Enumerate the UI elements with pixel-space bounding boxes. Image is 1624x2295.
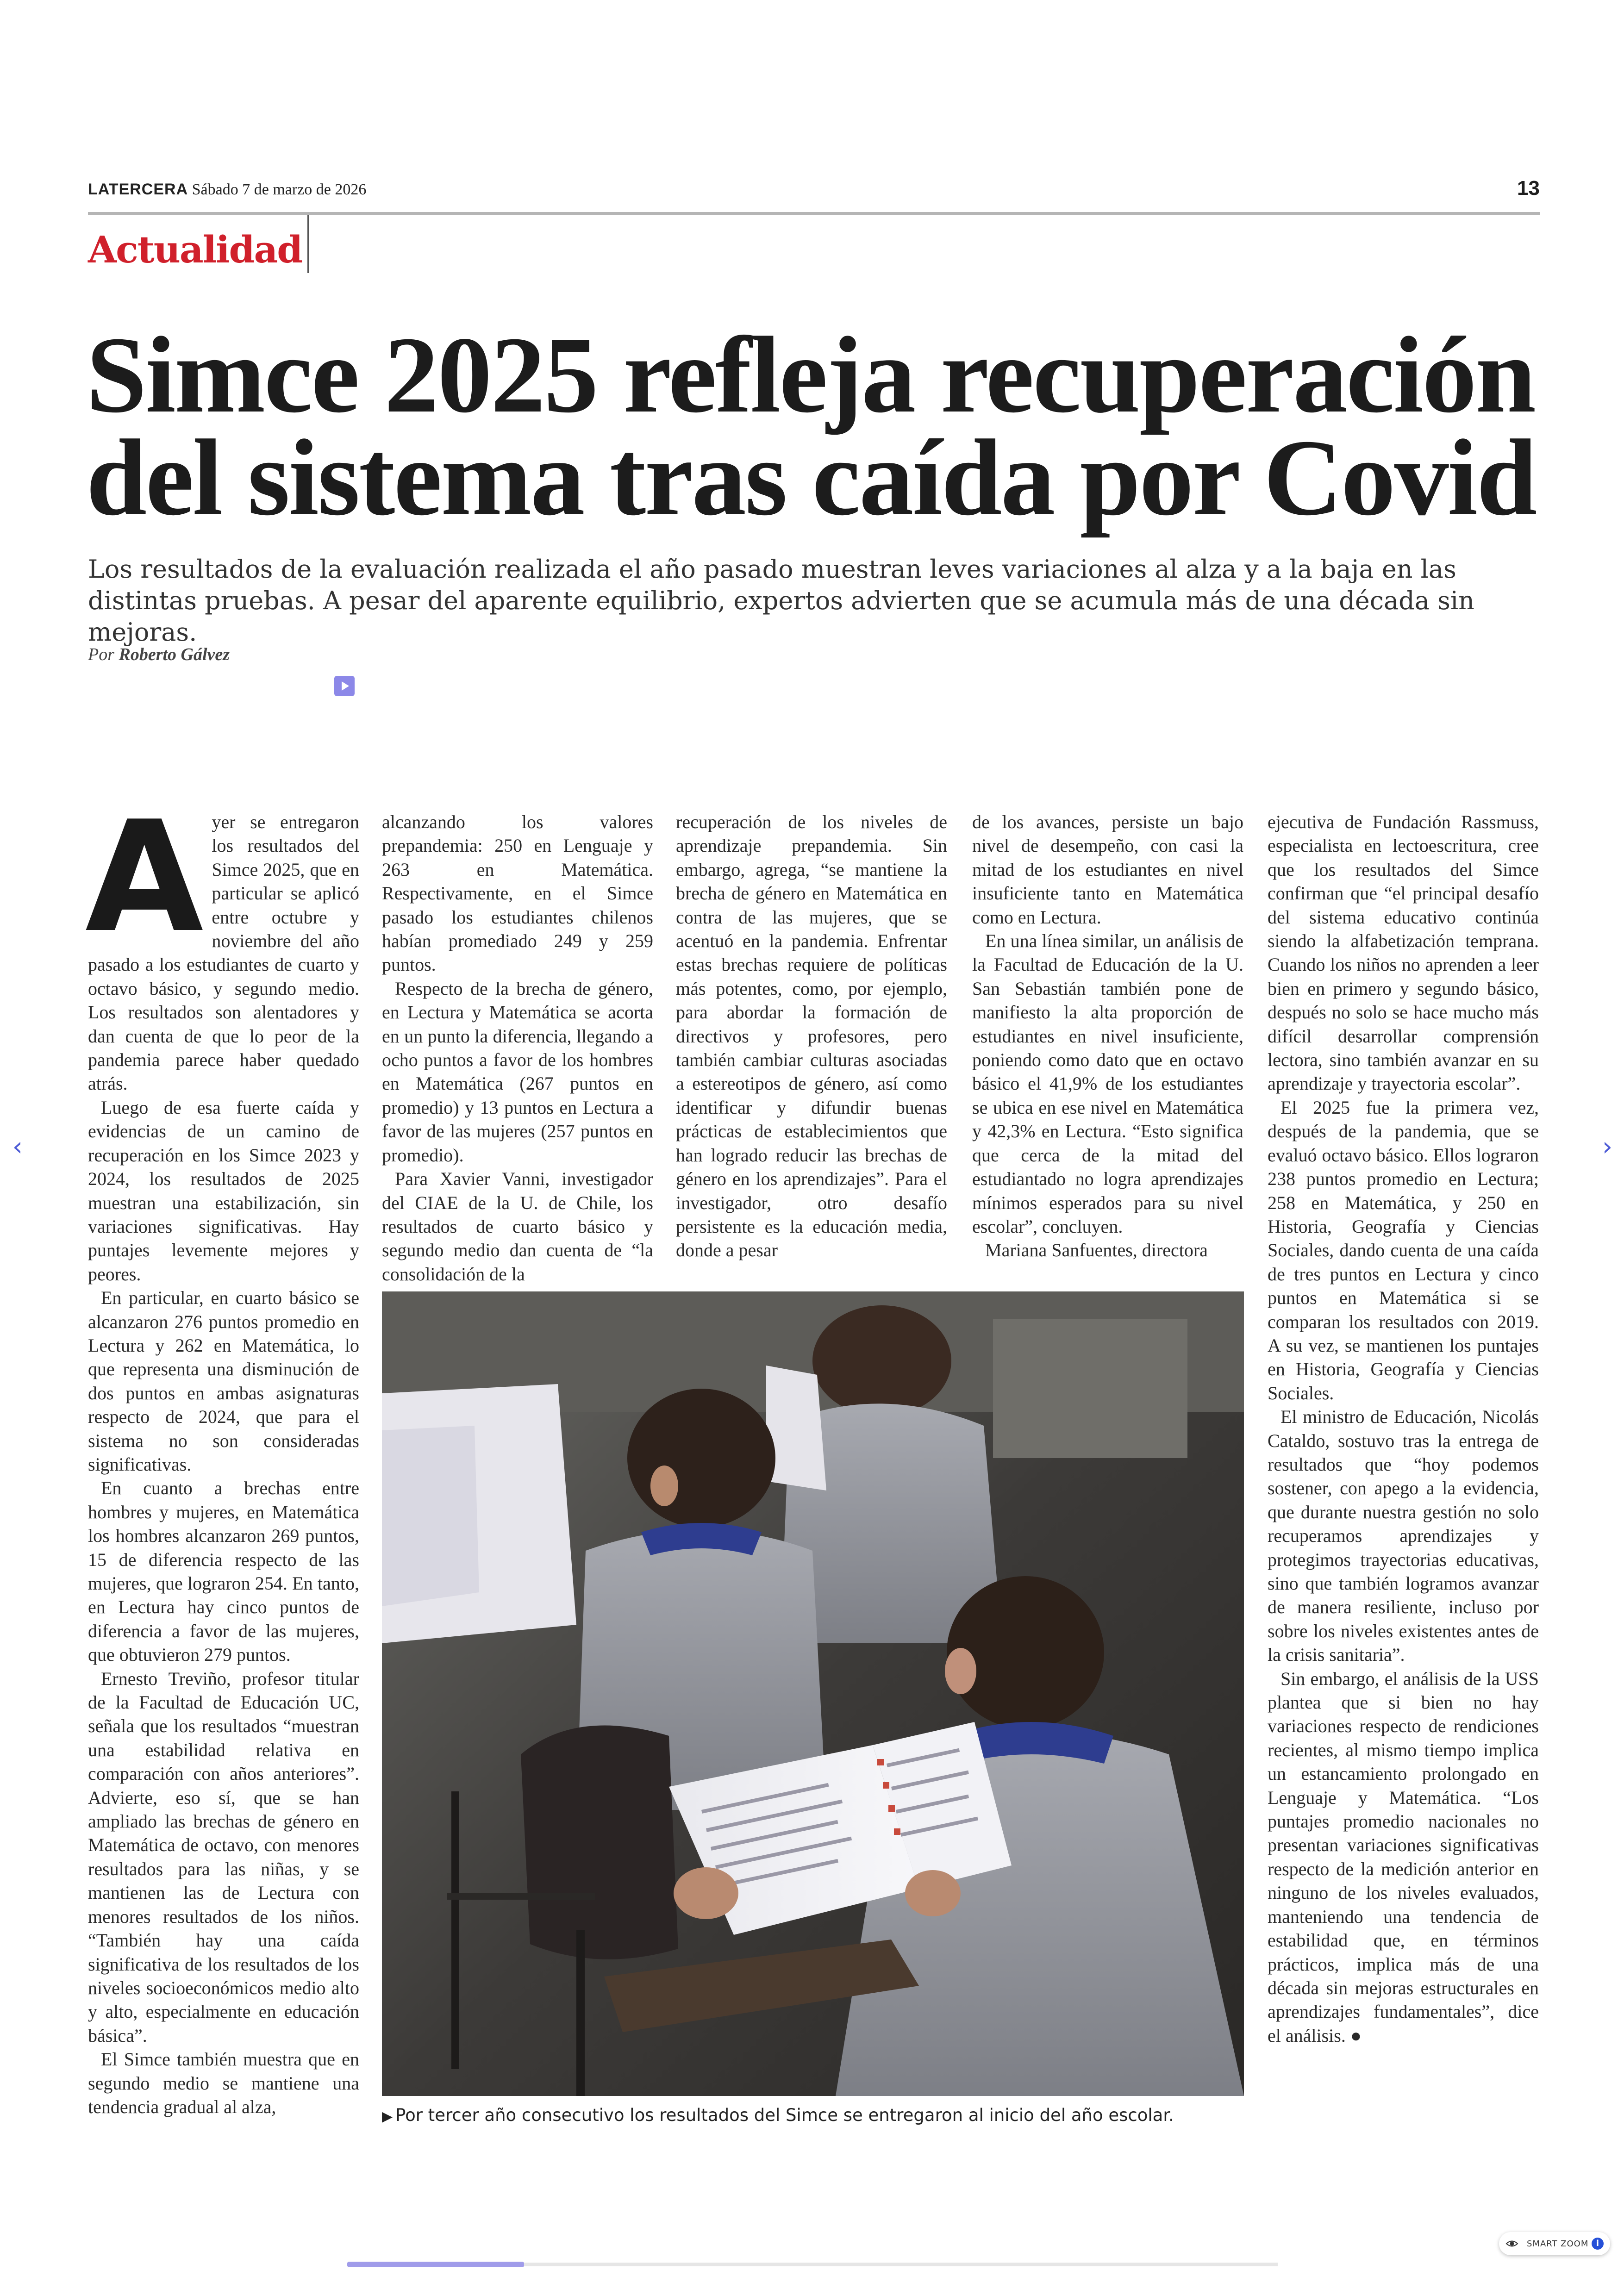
paragraph: Ernesto Treviño, profesor titular de la Facultad de Educación UC, señala que los resultados “muestran una estabilidad relativa en comparación con años anteriores”. Advierte, eso sí, que se han ampliado las brechas de género en Matemática de octavo, con menores resultados para las niñas, y se mantienen las de Lectura con menores resultados de los niños. “También hay una caída significativa de los resultados de los niveles socioeconómicos medio alto y alto, especialmente en educación básica”. — [88, 1668, 359, 2046]
paragraph — [85, 788, 359, 1096]
page-number: 13 — [1517, 177, 1540, 200]
byline — [88, 644, 230, 665]
paragraph: El ministro de Educación, Nicolás Cataldo, sostuvo tras la entrega de resultados que “hoy podemos sostener, con apego a la evidencia, que durante nuestra gestión no solo recuperamos aprendizajes y protegimos trayectorias educativas, sino que también logramos avanzar de manera resiliente, incluso por sobre los niveles existentes antes de la crisis sanitaria”. — [1268, 1406, 1539, 1665]
paragraph-text: yer se entregaron los resultados del Simce 2025, que en particular se aplicó entre octubre y noviembre del año pasado a los estudiantes de cuarto y octavo básico, y segundo medio. Los resultados son alentadores y dan cuenta de que lo peor de la pandemia parece haber quedado atrás. — [88, 811, 359, 1094]
paragraph: Respecto de la brecha de género, en Lectura y Matemática se acorta en un punto la diferencia, llegando a ocho puntos a favor de los hombres en Matemática (267 puntos en promedio) y 13 puntos en Lectura a favor de las mujeres (257 puntos en promedio). — [382, 978, 653, 1166]
article-column-4 — [972, 810, 1243, 1266]
article-column-1 — [85, 788, 359, 2126]
audio-play-icon[interactable] — [334, 676, 355, 696]
section-divider — [307, 215, 309, 273]
paragraph — [1268, 1667, 1539, 2048]
paragraph-text: Sin embargo, el análisis de la USS plantea que si bien no hay variaciones respecto de rendiciones recientes, al mismo tiempo implica un estancamiento prolongado en Lenguaje y Matemática. “Los puntajes promedio nacionales no presentan variaciones significativas respecto de la medición anterior en ninguno de los niveles evaluados, manteniendo una tendencia de estabilidad que, en términos prácticos, implica más de una década sin mejoras estructurales en aprendizajes fundamentales”, dice el análisis. — [1268, 1668, 1539, 2046]
paragraph: En una línea similar, un análisis de la Facultad de Educación de la U. San Sebastián también pone de manifiesto la alta proporción de estudiantes en nivel insuficiente, poniendo como dato que en octavo básico el 41,9% de los estudiantes se ubica en ese nivel en Matemática y 42,3% en Lectura. “Esto significa que cerca de la mitad del estudiantado no logra aprendizajes mínimos esperados para su nivel escolar”, concluyen. — [972, 930, 1243, 1237]
classroom-photo-illustration — [382, 1291, 1244, 2096]
article-column-3 — [676, 810, 947, 1266]
paragraph: alcanzando los valores prepandemia: 250 en Lenguaje y 263 en Matemática. Respectivamente, en el Simce pasado los estudiantes chilenos habían promediado 249 y 259 puntos. — [382, 811, 653, 975]
paragraph: de los avances, persiste un bajo nivel de desempeño, con casi la mitad de los estudiantes en nivel insuficiente tanto en Matemática como en Lectura. — [972, 811, 1243, 928]
page-scrollbar-thumb[interactable] — [347, 2262, 524, 2267]
info-icon[interactable]: i — [1592, 2238, 1604, 2250]
headline-line-1: Simce 2025 refleja recuperación — [86, 315, 1535, 436]
paragraph: Mariana Sanfuentes, directora — [985, 1240, 1208, 1261]
byline-prefix: Por — [88, 645, 114, 664]
photo-caption — [382, 2105, 1262, 2125]
section-label: Actualidad — [88, 228, 302, 271]
dek: Los resultados de la evaluación realizada el año pasado muestran leves variaciones al alza y a la baja en las distintas pruebas. A pesar del aparente equilibrio, expertos advierten que se acumula más de una década sin mejoras. — [88, 555, 1474, 647]
paragraph: Luego de esa fuerte caída y evidencias de un camino de recuperación en los Simce 2023 y 2024, los resultados de 2025 muestran una estabilización, sin variaciones significativas. Hay puntajes levemente mejores y peores. — [88, 1097, 359, 1285]
paragraph: En particular, en cuarto básico se alcanzaron 276 puntos promedio en Lectura y 262 en Matemática, lo que representa una disminución de dos puntos en ambas asignaturas respecto de 2024, que para el sistema no son consideradas significativas. — [88, 1287, 359, 1475]
article-photo — [382, 1291, 1244, 2096]
smart-zoom-label: SMART ZOOM — [1527, 2239, 1589, 2249]
paragraph: recuperación de los niveles de aprendizaje prepandemia. Sin embargo, agrega, “se mantiene la brecha de género en Matemática en contra de las mujeres, que se acentuó en la pandemia. Enfrentar estas brechas requiere de políticas más potentes, como, por ejemplo, para abordar la formación de directivos y profesores, pero también cambiar culturas asociadas a estereotipos de género, así como identificar y difundir buenas prácticas de establecimientos que han logrado reducir las brechas de género en los aprendizajes”. Para el investigador, otro desafío persistente es la educación media, donde a pesar — [676, 811, 947, 1261]
page-header — [88, 177, 1540, 214]
previous-page-arrow-icon[interactable]: ‹ — [12, 1132, 23, 1162]
newspaper-brand: LATERCERA — [88, 181, 188, 198]
article-column-5 — [1268, 810, 1539, 2148]
byline-author: Roberto Gálvez — [119, 645, 230, 664]
article-column-2 — [382, 810, 653, 1285]
smart-zoom-button[interactable] — [1499, 2232, 1610, 2255]
caption-arrow-icon: ▶ — [382, 2108, 393, 2125]
paragraph: El 2025 fue la primera vez, después de la pandemia, que se evaluó octavo básico. Ellos lograron 238 puntos promedio en Lectura; 258 en Matemática, y 250 en Historia, Geografía y Ciencias Sociales, dando cuenta de una caída de tres puntos en Lectura y cinco puntos en Matemática si se comparan los resultados con 2019. A su vez, se mantienen los puntajes en Historia, Geografía y Ciencias Sociales. — [1268, 1097, 1539, 1403]
header-rule — [88, 212, 1540, 215]
eye-icon — [1505, 2238, 1518, 2250]
headline — [86, 315, 1549, 538]
paragraph: El Simce también muestra que en segundo medio se mantiene una tendencia gradual al alza, — [88, 2049, 359, 2117]
end-mark: ● — [1350, 2025, 1362, 2046]
headline-line-2: del sistema tras caída por Covid — [86, 418, 1536, 538]
issue-date: Sábado 7 de marzo de 2026 — [192, 181, 367, 198]
caption-text: Por tercer año consecutivo los resultados del Simce se entregaron al inicio del año escolar. — [395, 2105, 1174, 2125]
paragraph: En cuanto a brechas entre hombres y mujeres, en Matemática los hombres alcanzaron 269 puntos, 15 de diferencia respecto de las mujeres, que lograron 254. En tanto, en Lectura hay cinco puntos de diferencia a favor de las mujeres, que obtuvieron 279 puntos. — [88, 1478, 359, 1665]
next-page-arrow-icon[interactable]: › — [1602, 1132, 1613, 1162]
folio — [88, 181, 366, 199]
paragraph: ejecutiva de Fundación Rassmuss, especialista en lectoescritura, cree que los resultados del Simce confirman que “el principal desafío del sistema educativo continúa siendo la alfabetización temprana. Cuando los niños no aprenden a leer bien en primero y segundo básico, después no solo se hace mucho más difícil desarrollar comprensión lectora, sino también avanzar en su aprendizaje y trayectoria escolar”. — [1268, 811, 1539, 1094]
paragraph: Para Xavier Vanni, investigador del CIAE de la U. de Chile, los resultados de cuarto básico y segundo medio dan cuenta de “la consolidación de la — [382, 1168, 653, 1285]
drop-cap: A — [85, 788, 204, 966]
